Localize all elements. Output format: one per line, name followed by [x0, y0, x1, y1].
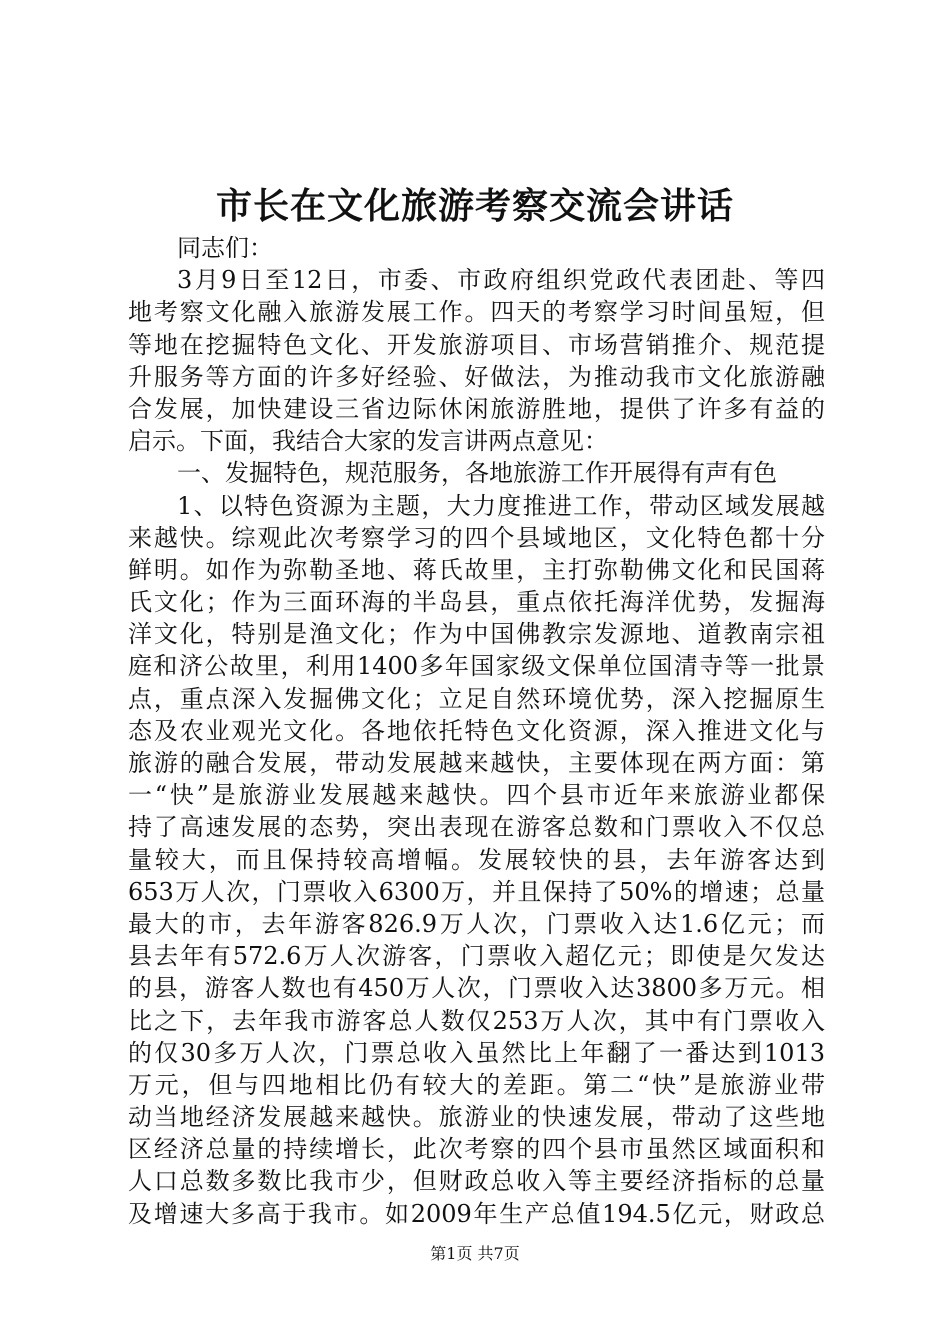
paragraph-line: 洋文化，特别是渔文化；作为中国佛教宗发源地、道教南宗祖 [128, 620, 825, 649]
paragraph-line: 等地在挖掘特色文化、开发旅游项目、市场营销推介、规范提 [128, 330, 825, 359]
page-footer: 第1页 共7页 [430, 1244, 520, 1263]
paragraph-line: 来越快。综观此次考察学习的四个县域地区，文化特色都十分 [128, 523, 825, 552]
paragraph-line: 的县，游客人数也有450万人次，门票收入达3800多万元。相 [128, 974, 825, 1003]
paragraph-line: 最大的市，去年游客826.9万人次，门票收入达1.6亿元；而 [128, 909, 825, 938]
paragraph-line: 一“快”是旅游业发展越来越快。四个县市近年来旅游业都保 [128, 781, 825, 810]
paragraph-line: 区经济总量的持续增长，此次考察的四个县市虽然区域面积和 [128, 1135, 825, 1164]
paragraph-line: 态及农业观光文化。各地依托特色文化资源，深入推进文化与 [128, 716, 825, 745]
paragraph-line: 动当地经济发展越来越快。旅游业的快速发展，带动了这些地 [128, 1103, 825, 1132]
paragraph-line: 鲜明。如作为弥勒圣地、蒋氏故里，主打弥勒佛文化和民国蒋 [128, 555, 825, 584]
paragraph-line: 旅游的融合发展，带动发展越来越快，主要体现在两方面：第 [128, 749, 825, 777]
paragraph-line: 县去年有572.6万人次游客，门票收入超亿元；即使是欠发达 [128, 942, 825, 971]
document-title: 市长在文化旅游考察交流会讲话 [215, 185, 734, 227]
paragraph-line: 地考察文化融入旅游发展工作。四天的考察学习时间虽短，但 [128, 298, 825, 327]
paragraph-line: 1、以特色资源为主题，大力度推进工作，带动区域发展越 [177, 491, 825, 520]
document-body [128, 232, 825, 1230]
paragraph-line: 的仅30多万人次，门票总收入虽然比上年翻了一番达到1013 [128, 1038, 825, 1067]
paragraph-line: 及增速大多高于我市。如2009年生产总值194.5亿元，财政总 [128, 1199, 825, 1228]
paragraph-line: 启示。下面，我结合大家的发言讲两点意见： [128, 427, 608, 456]
paragraph-line: 合发展，加快建设三省边际休闲旅游胜地，提供了许多有益的 [128, 394, 825, 423]
section-heading: 一、发掘特色，规范服务，各地旅游工作开展得有声有色 [177, 459, 777, 488]
paragraph-line: 人口总数多数比我市少，但财政总收入等主要经济指标的总量 [128, 1167, 825, 1196]
paragraph-line: 万元，但与四地相比仍有较大的差距。第二“快”是旅游业带 [128, 1070, 825, 1099]
paragraph-line: 升服务等方面的许多好经验、好做法，为推动我市文化旅游融 [128, 362, 825, 391]
paragraph-line: 比之下，去年我市游客总人数仅253万人次，其中有门票收入 [128, 1006, 825, 1035]
paragraph-line: 653万人次，门票收入6300万，并且保持了50%的增速；总量 [128, 877, 825, 906]
paragraph-line: 庭和济公故里，利用1400多年国家级文保单位国清寺等一批景 [128, 652, 825, 681]
paragraph-line: 氏文化；作为三面环海的半岛县，重点依托海洋优势，发掘海 [128, 588, 825, 617]
paragraph-line: 持了高速发展的态势，突出表现在游客总数和门票收入不仅总 [128, 813, 825, 842]
paragraph-line: 3月9日至12日，市委、市政府组织党政代表团赴、等四 [177, 266, 825, 295]
paragraph-line: 点，重点深入发掘佛文化；立足自然环境优势，深入挖掘原生 [128, 684, 825, 713]
salutation-line: 同志们： [177, 234, 273, 262]
paragraph-line: 量较大，而且保持较高增幅。发展较快的县，去年游客达到 [128, 845, 825, 874]
